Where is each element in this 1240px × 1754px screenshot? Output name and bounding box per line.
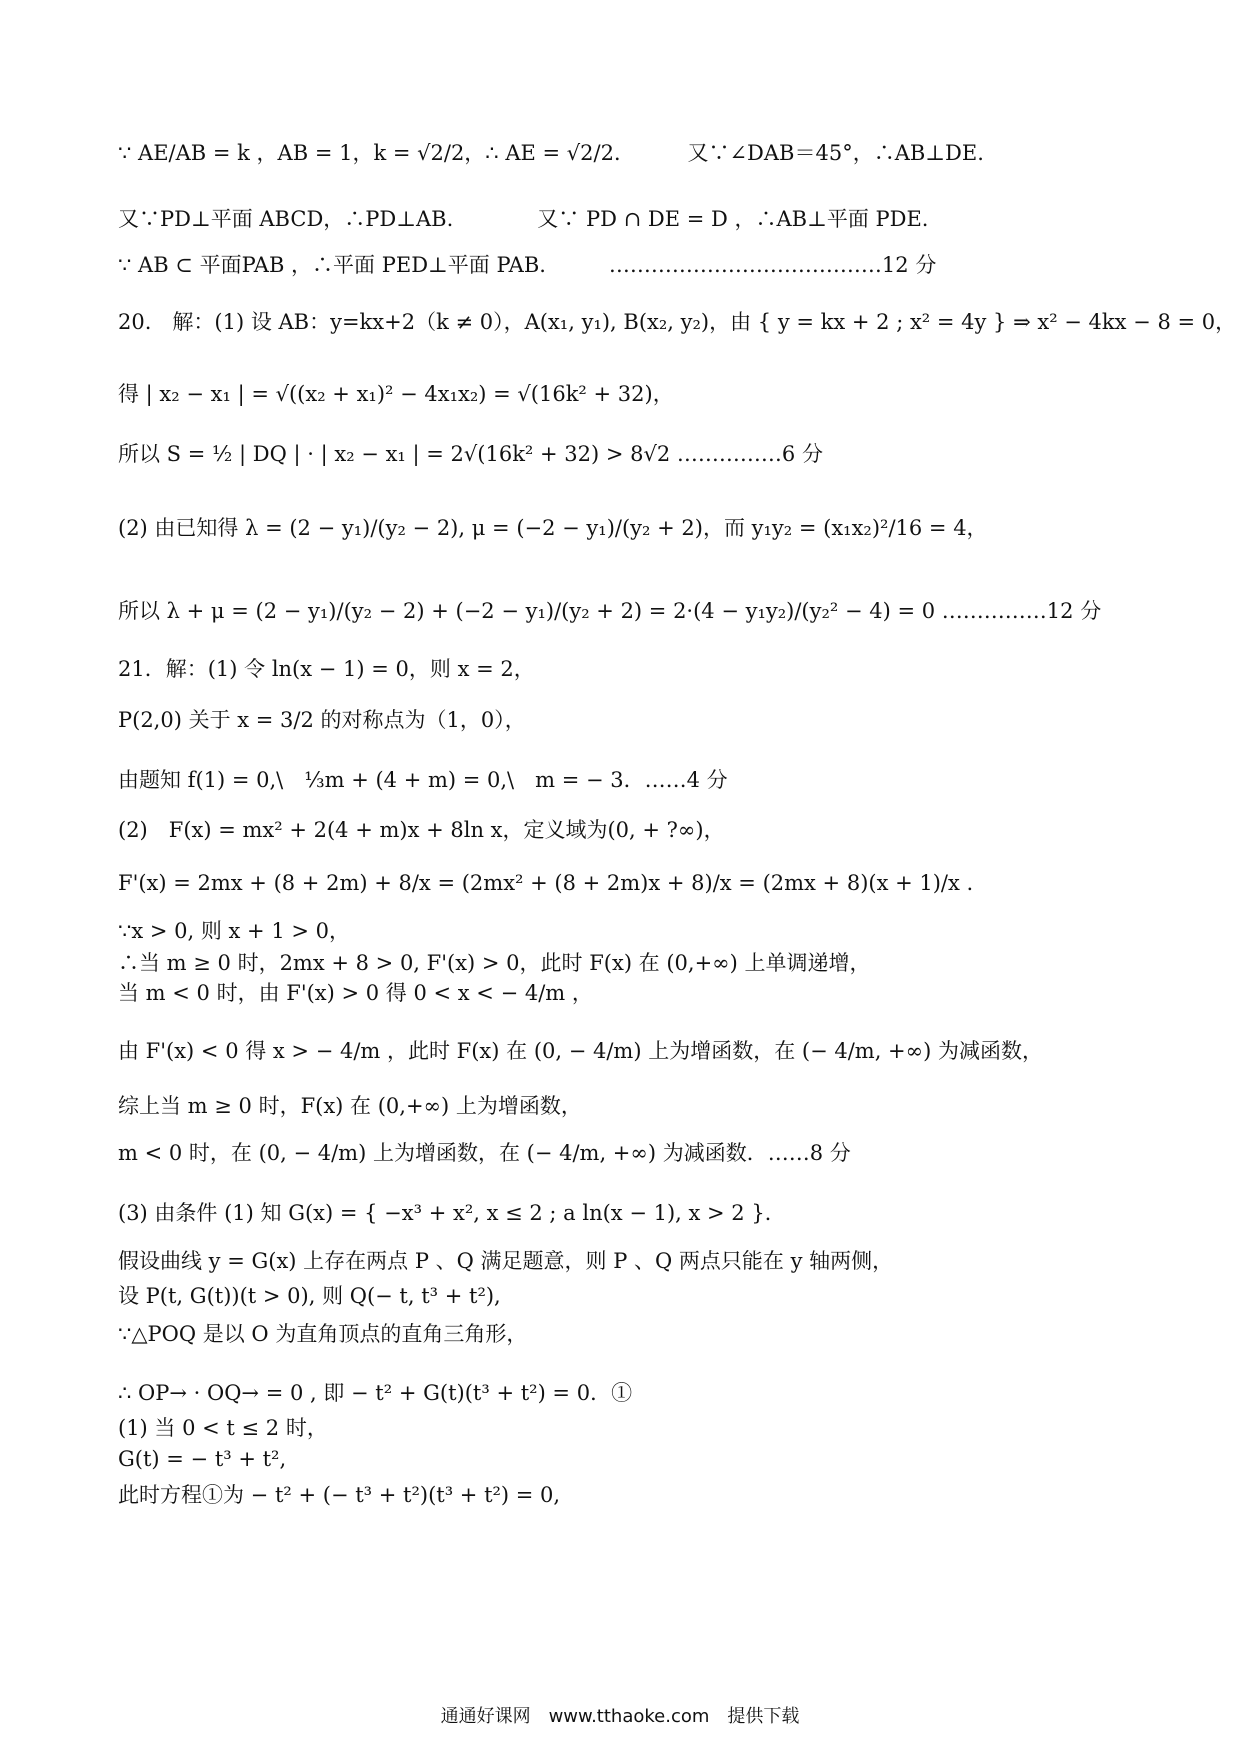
text-line: 得 | x₂ − x₁ | = √((x₂ + x₁)² − 4x₁x₂) = √(16k² + 32)， xyxy=(118,382,674,406)
text-line: 20. 解：(1) 设 AB：y=kx+2（k ≠ 0），A(x₁, y₁), B(x₂, y₂)，由 { y = kx + 2 ; x² = 4y } ⇒ x² − 4kx − 8 = 0， xyxy=(118,310,1237,334)
text-line: (3) 由条件 (1) 知 G(x) = { −x³ + x², x ≤ 2 ; a ln(x − 1), x > 2 }. xyxy=(118,1201,772,1225)
text-line: 设 P(t, G(t))(t > 0), 则 Q(− t, t³ + t²), xyxy=(118,1284,501,1308)
text-line: 此时方程①为 − t² + (− t³ + t²)(t³ + t²) = 0, xyxy=(118,1483,561,1507)
text-line: ∵ AE/AB = k ，AB = 1，k = √2/2，∴ AE = √2/2． 又∵∠DAB＝45°，∴AB⊥DE. xyxy=(118,141,984,165)
text-line: ∵x > 0, 则 x + 1 > 0， xyxy=(118,919,350,943)
text-line: 综上当 m ≥ 0 时，F(x) 在 (0,+∞) 上为增函数， xyxy=(118,1094,582,1118)
text-line: 所以 λ + μ = (2 − y₁)/(y₂ − 2) + (−2 − y₁)/(y₂ + 2) = 2·(4 − y₁y₂)/(y₂² − 4) = 0 ……………12 分 xyxy=(118,599,1102,623)
text-line: ∴ OP→ · OQ→ = 0 , 即 − t² + G(t)(t³ + t²) = 0．① xyxy=(118,1381,633,1405)
text-line: (2) F(x) = mx² + 2(4 + m)x + 8ln x，定义域为(0, + ?∞)， xyxy=(118,818,725,842)
text-line: 由 F'(x) < 0 得 x > − 4/m ，此时 F(x) 在 (0, − 4/m) 上为增函数，在 (− 4/m, +∞) 为减函数， xyxy=(118,1039,1044,1063)
text-line: 21．解：(1) 令 ln(x − 1) = 0，则 x = 2， xyxy=(118,657,535,681)
text-line: m < 0 时，在 (0, − 4/m) 上为增函数，在 (− 4/m, +∞) 为减函数．……8 分 xyxy=(118,1141,851,1165)
text-line: 当 m < 0 时，由 F'(x) > 0 得 0 < x < − 4/m ， xyxy=(118,981,593,1005)
text-line: ∴当 m ≥ 0 时，2mx + 8 > 0, F'(x) > 0，此时 F(x) 在 (0,+∞) 上单调递增， xyxy=(118,951,871,975)
text-line: ∵ AB ⊂ 平面PAB ，∴平面 PED⊥平面 PAB. …………………………………12 分 xyxy=(118,253,937,277)
text-line: (2) 由已知得 λ = (2 − y₁)/(y₂ − 2), μ = (−2 − y₁)/(y₂ + 2)，而 y₁y₂ = (x₁x₂)²/16 = 4， xyxy=(118,516,988,540)
text-line: 又∵PD⊥平面 ABCD，∴PD⊥AB. 又∵ PD ∩ DE = D ，∴AB⊥平面 PDE. xyxy=(118,207,929,231)
text-line: 由题知 f(1) = 0,\ ⅓m + (4 + m) = 0,\ m = − 3．……4 分 xyxy=(118,768,728,792)
page-footer: 通通好课网 www.tthaoke.com 提供下载 xyxy=(440,1706,800,1727)
text-line: (1) 当 0 < t ≤ 2 时， xyxy=(118,1416,328,1440)
text-line: ∵△POQ 是以 O 为直角顶点的直角三角形， xyxy=(118,1322,528,1346)
text-line: P(2,0) 关于 x = 3/2 的对称点为（1，0）， xyxy=(118,708,526,732)
text-line: 假设曲线 y = G(x) 上存在两点 P 、Q 满足题意，则 P 、Q 两点只能在 y 轴两侧， xyxy=(118,1249,894,1273)
text-line: 所以 S = ½ | DQ | · | x₂ − x₁ | = 2√(16k² + 32) > 8√2 ……………6 分 xyxy=(118,442,823,466)
text-line: F'(x) = 2mx + (8 + 2m) + 8/x = (2mx² + (8 + 2m)x + 8)/x = (2mx + 8)(x + 1)/x . xyxy=(118,871,974,895)
text-line: G(t) = − t³ + t², xyxy=(118,1447,287,1471)
